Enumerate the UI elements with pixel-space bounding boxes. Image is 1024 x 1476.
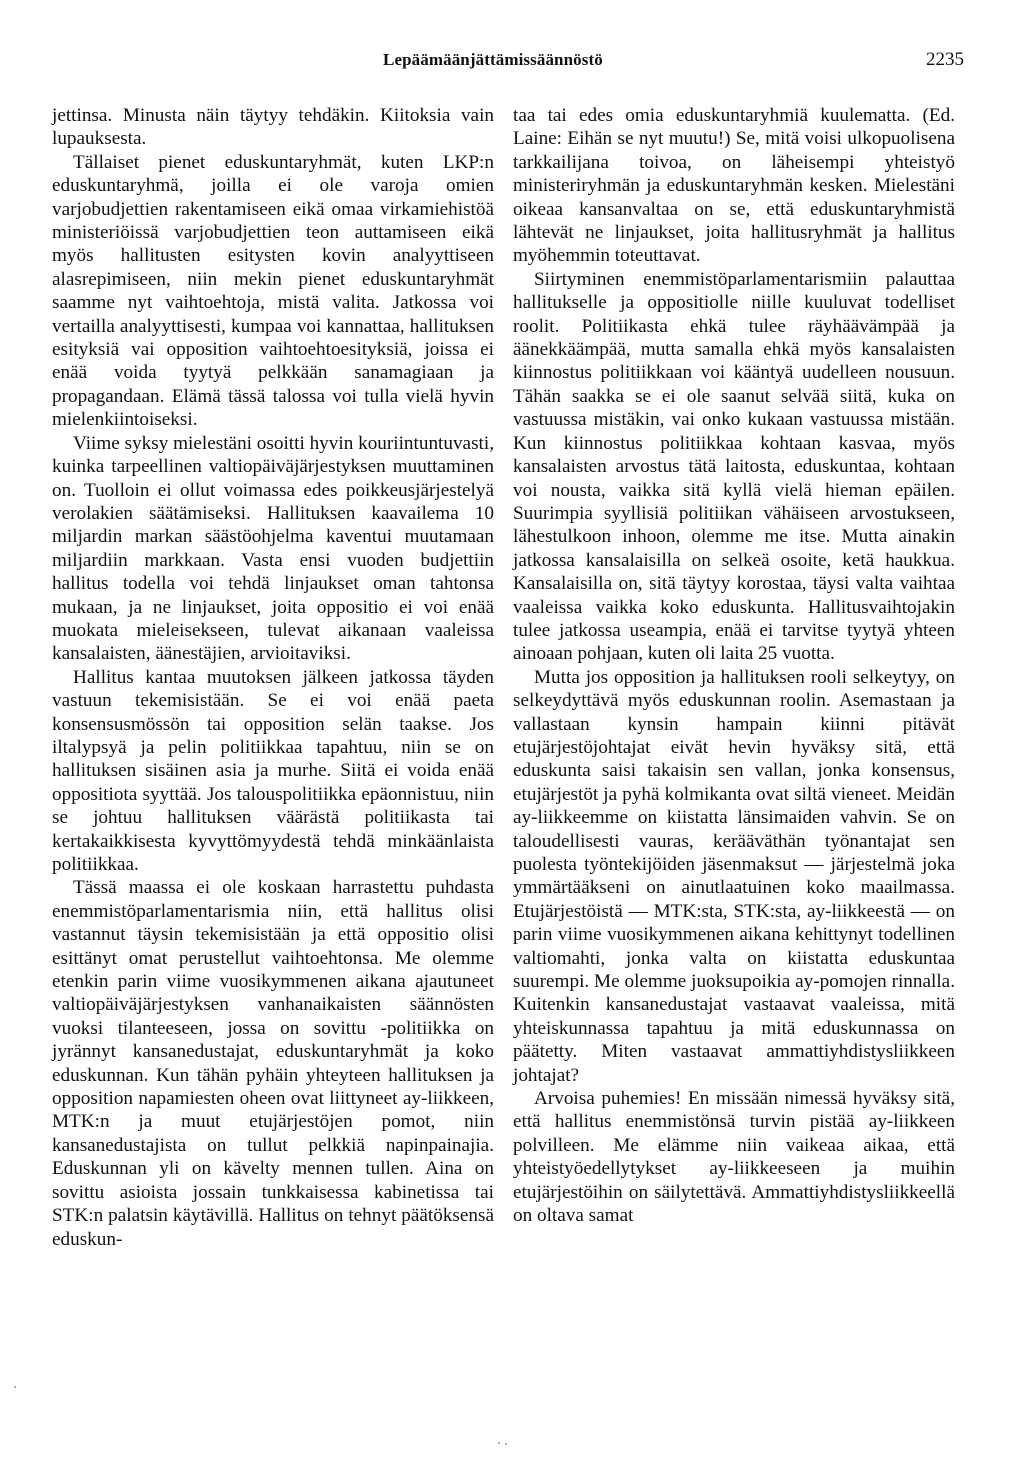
right-paragraph-2: Siirtyminen enemmistöparlamentarismiin palauttaa hallitukselle ja oppositiolle niille kuuluvat todelliset roolit. Politiikasta ehkä tulee räyhäävämpää ja äänekkäämpää, mutta samalla ehkä myös kansalaisten kiinnostus politiikkaan voi kääntyä uudelleen nousuun. Tähän saakka se ei ole saanut selvää siitä, kuka on vastuussa mistäkin, vai onko kukaan vastuussa mistään. Kun kiinnostus politiikkaa kohtaan kasvaa, myös kansalaisten arvostus tätä laitosta, eduskuntaa, kohtaan voi nousta, vaikka sitä kyllä vielä hieman epäilen. Suurimpia syyllisiä politiikan vähäiseen arvostukseen, lähestulkoon inhoon, olemme me itse. Mutta ainakin jatkossa kansalaisilla on selkeä osoite, ketä haukkua. Kansalaisilla on, sitä täytyy korostaa, täysi valta vaihtaa vaaleissa vaikka koko eduskunta. Hallitusvaihtojakin tulee jatkossa useampia, enää ei tarvitse tyytyä yhteen ainoaan pohjaan, kuten oli laita 25 vuotta. [513, 268, 955, 665]
left-column [52, 104, 494, 1251]
right-paragraph-3: Mutta jos opposition ja hallituksen rooli selkeytyy, on selkeydyttävä myös eduskunnan roolin. Asemastaan ja vallastaan kynsin hampain kiinni pitävät etujärjestöjohtajat eivät hevin hyväksy sitä, että eduskunta saisi takaisin sen vallan, jonka konsensus, etujärjestöt ja pyhä kolmikanta ovat siltä vieneet. Meidän ay-liikkeemme on kiistatta länsimaiden vahvin. Se on taloudellisesti vauras, kerääväthän työnantajat sen puolesta työntekijöiden jäsenmaksut — järjestelmä joka ymmärtääkseni on ainutlaatuinen koko maailmassa. Etujärjestöistä — MTK:sta, STK:sta, ay-liikkeestä — on parin viime vuosikymmenen aikana kehittynyt todellinen valtiomahti, jonka valta on kiistatta eduskuntaa suurempi. Me olemme juoksupoikia ay-pomojen rinnalla. Kuitenkin kansanedustajat vastaavat vaaleissa, mitä yhteiskunnassa tapahtuu ja mitä eduskunnassa on päätetty. Miten vastaavat ammattiyhdistysliikkeen johtajat? [513, 666, 955, 1086]
right-column [513, 104, 955, 1228]
scan-speck [14, 1386, 16, 1388]
left-paragraph-5: Tässä maassa ei ole koskaan harrastettu puhdasta enemmistöparlamentarismia niin, että hallitus olisi vastannut täysin tekemisistään ja että oppositio olisi esittänyt omat perustellut vaihtoehtonsa. Me olemme etenkin parin viime vuosikymmenen aikana ajautuneet valtiopäiväjärjestyksen vanhanaikaisten säännösten vuoksi tilanteeseen, jossa on sovittu -politiikka on jyrännyt kansanedustajat, eduskuntaryhmät ja koko eduskunnan. Kun tähän pyhäin yhteyteen hallituksen ja opposition napamiesten oheen ovat liittyneet ay-liikkeen, MTK:n ja muut etujärjestöjen pomot, niin kansanedustajista on tullut pelkkiä napinpainajia. Eduskunnan yli on kävelty mennen tullen. Aina on sovittu asioista jossain tunkkaisessa kabinetissa tai STK:n palatsin käytävillä. Hallitus on tehnyt päätöksensä eduskun- [52, 877, 494, 1250]
right-paragraph-1: taa tai edes omia eduskuntaryhmiä kuulematta. (Ed. Laine: Eihän se nyt muutu!) Se, mitä voisi ulkopuolisena tarkkailijana toivoa, on läheisempi yhteistyö ministeriryhmän ja eduskuntaryhmän kesken. Mielestäni oikeaa kansanvaltaa on se, että eduskuntaryhmistä lähtevät ne linjaukset, joita hallitusryhmät ja hallitus myöhemmin toteuttavat. [513, 105, 955, 267]
left-paragraph-4: Hallitus kantaa muutoksen jälkeen jatkossa täyden vastuun tekemisistään. Se ei voi enää paeta konsensusmössön tai opposition selän taakse. Jos iltalypsyä ja pelin politiikkaa tapahtuu, niin se on hallituksen sisäinen asia ja murhe. Siitä ei voida enää oppositiota syyttää. Jos talouspolitiikka epäonnistuu, niin se johtuu hallituksen väärästä politiikasta tai kertakaikkisesta kyvyttömyydestä tehdä minkäänlaista politiikkaa. [52, 666, 494, 875]
running-title: Lepäämäänjättämissäännöstö [383, 50, 603, 69]
left-paragraph-3: Viime syksy mielestäni osoitti hyvin kouriintuntuvasti, kuinka tarpeellinen valtiopäiväjärjestyksen muuttaminen on. Tuolloin ei ollut voimassa edes poikkeusjärjestelyä verolakien säätämiseksi. Hallituksen kaavailema 10 miljardin markan säästöohjelma kaventui muutamaan miljardiin markkaan. Vasta ensi vuoden budjettiin hallitus todella voi tehdä linjaukset oman tahtonsa mukaan, ja ne linjaukset, joita oppositio ei voi enää muokata mieleisekseen, tulevat aikanaan vaaleissa kansalaisten, äänestäjien, arvioitaviksi. [52, 432, 494, 665]
running-header [0, 50, 1024, 76]
scan-speck [505, 1443, 507, 1445]
scan-speck [498, 1442, 500, 1444]
page-number: 2235 [926, 49, 964, 70]
left-paragraph-2: Tällaiset pienet eduskuntaryhmät, kuten LKP:n eduskuntaryhmä, joilla ei ole varoja omien varjobudjettien rakentamiseen eikä omaa virkamiehistöä ministeriöissä varjobudjettien teon auttamiseen eikä myös hallitusten esitysten kovin analyyttiseen alasrepimiseen, niin mekin pienet eduskuntaryhmät saamme nyt vaihtoehtoja, mistä valita. Jatkossa voi vertailla analyyttisesti, kumpaa voi kannattaa, hallituksen esityksiä vai opposition vaihtoehtoesityksiä, joissa ei enää voida tyytyä pelkkään sanamagiaan ja propagandaan. Elämä tässä talossa voi tulla vielä hyvin mielenkiintoiseksi. [52, 151, 494, 431]
right-paragraph-4: Arvoisa puhemies! En missään nimessä hyväksy sitä, että hallitus enemmistönsä turvin pistää ay-liikkeen polvilleen. Me elämme niin vaikeaa aikaa, että yhteistyöedellytykset ay-liikkeeseen ja muihin etujärjestöihin on säilytettävä. Ammattiyhdistysliikkeellä on oltava samat [513, 1088, 955, 1227]
left-paragraph-1: jettinsa. Minusta näin täytyy tehdäkin. Kiitoksia vain lupauksesta. [52, 105, 494, 150]
